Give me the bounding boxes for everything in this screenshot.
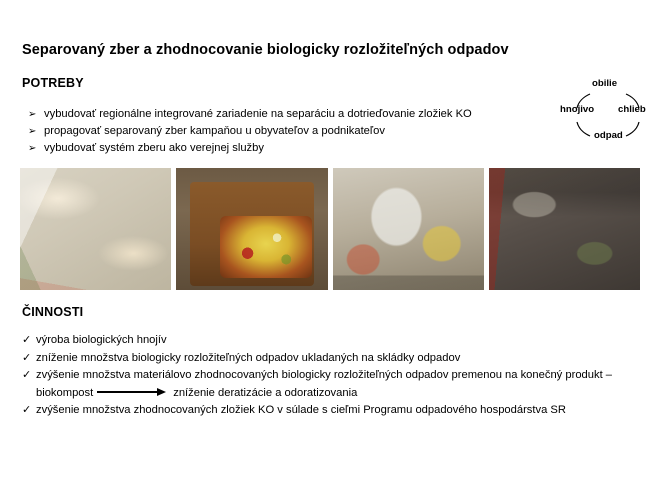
cinnosti-check-list [22, 332, 642, 420]
list-item [22, 350, 642, 368]
bin-body [190, 182, 314, 286]
list-item-text: zníženie množstva biologicky rozložiteľných odpadov ukladaných na skládky odpadov [36, 351, 461, 364]
list-item [22, 367, 642, 402]
brown-biowaste-bin-photo [176, 168, 327, 290]
cycle-node-hnojivo: hnojivo [560, 104, 595, 115]
list-item [28, 123, 548, 140]
list-item-text: propagovať separovaný zber kampaňou u obyvateľov a podnikateľov [44, 125, 385, 137]
potreby-bullet-list [28, 106, 548, 157]
list-item [22, 402, 642, 420]
section-heading-potreby: POTREBY [22, 76, 84, 90]
list-item [28, 140, 548, 157]
list-item [22, 332, 642, 350]
cycle-node-obilie: obilie [592, 78, 618, 89]
arrow-bullet-icon: ➢ [28, 143, 37, 154]
landfill-waste-photo [489, 168, 640, 290]
list-item-text: vybudovať regionálne integrované zariadenie na separáciu a dotrieďovanie zložiek KO [44, 108, 472, 120]
cycle-node-chlieb: chlieb [618, 104, 646, 115]
photo-strip [20, 168, 640, 290]
list-item-text: vybudovať systém zberu ako verejnej služby [44, 142, 264, 154]
arrow-bullet-icon: ➢ [28, 109, 37, 120]
page-title: Separovaný zber a zhodnocovanie biologicky rozložiteľných odpadov [22, 42, 509, 58]
check-icon: ✓ [22, 404, 32, 416]
right-arrow-icon [97, 387, 169, 396]
section-heading-cinnosti: ČINNOSTI [22, 305, 84, 319]
list-item-text: zvýšenie množstva zhodnocovaných zložiek KO v súlade s cieľmi Programu odpadového hospodárstva SR [36, 404, 566, 416]
check-icon: ✓ [22, 369, 32, 381]
check-icon: ✓ [22, 351, 32, 364]
list-item-text-before: zvýšenie množstva materiálovo zhodnocovaných biologicky rozložiteľných odpadov premenou na konečný produkt – biokompost [36, 369, 613, 399]
packaged-food-waste-photo [20, 168, 171, 290]
list-item-text: výroba biologických hnojív [36, 334, 167, 346]
list-item [28, 106, 548, 123]
check-icon: ✓ [22, 334, 32, 346]
cycle-node-odpad: odpad [594, 130, 623, 141]
list-item-text-after: zníženie deratizácie a odoratizovania [173, 386, 358, 399]
cycle-diagram [560, 78, 656, 150]
bin-contents [220, 216, 312, 278]
waste-bags-photo [333, 168, 484, 290]
arrow-bullet-icon: ➢ [28, 126, 37, 137]
